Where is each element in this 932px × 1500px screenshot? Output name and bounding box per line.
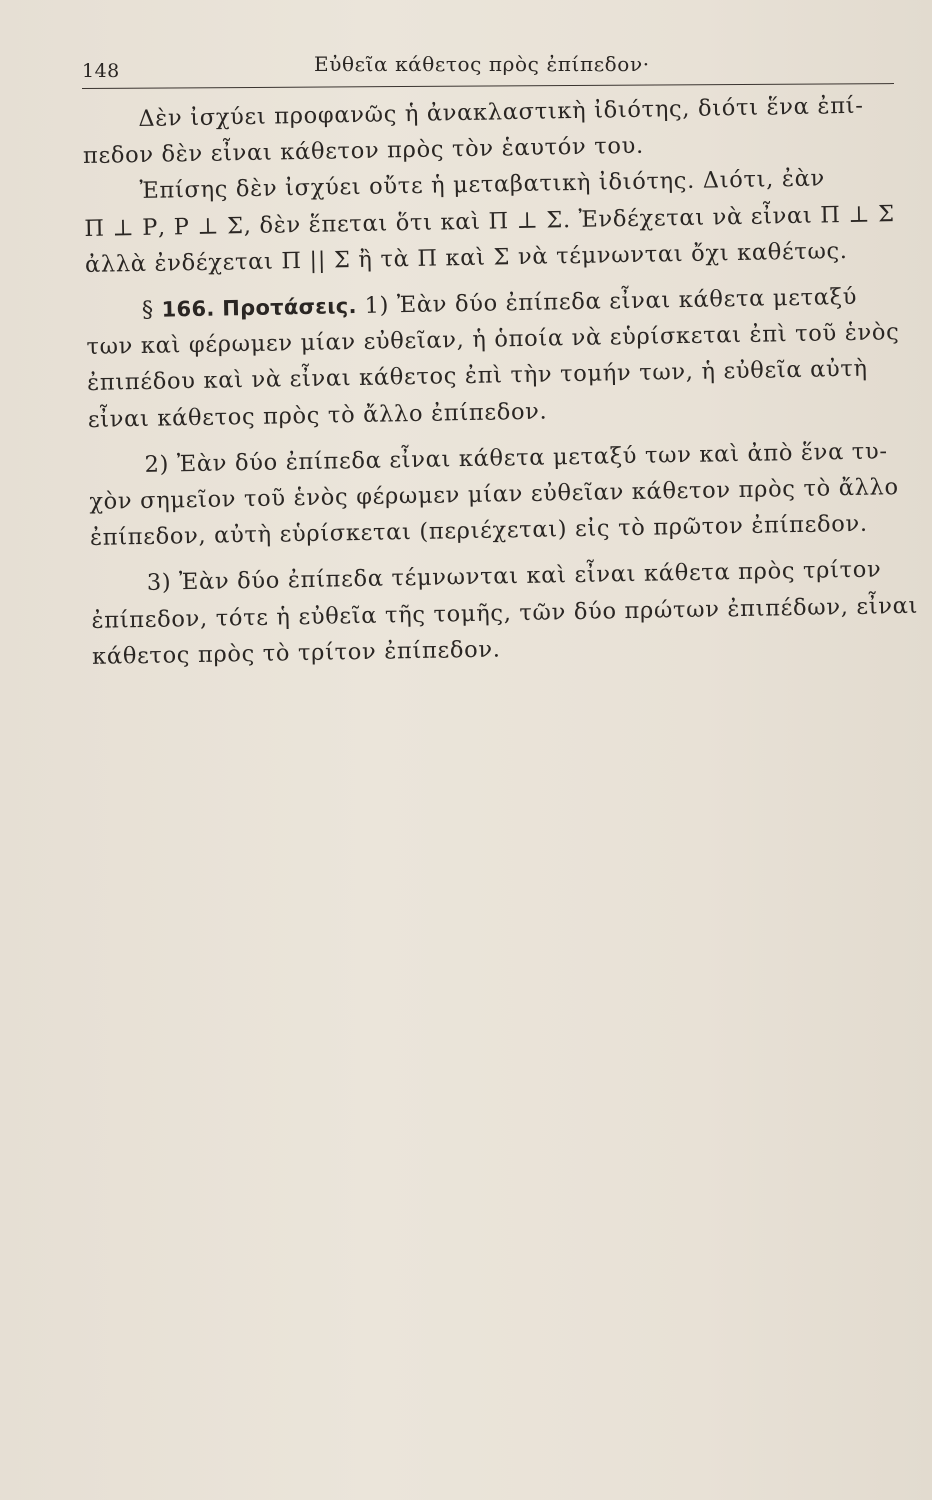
text-line: Δὲν ἰσχύει προφανῶς ἡ ἀνακλαστικὴ ἰδιότης, διότι ἕνα ἐπί- [138, 92, 864, 132]
text-line: Ἐπίσης δὲν ἰσχύει οὔτε ἡ μεταβατικὴ ἰδιότης. Διότι, ἐὰν [139, 165, 826, 205]
page-header [82, 48, 892, 88]
text-line: Π ⊥ Ρ, Ρ ⊥ Σ, δὲν ἕπεται ὅτι καὶ Π ⊥ Σ. Ἐνδέχεται νὰ εἶναι Π ⊥ Σ [84, 200, 895, 242]
section-mark: § [141, 296, 155, 323]
section-heading: 166. Προτάσεις. [161, 294, 357, 322]
text-line: ἐπίπεδον, τότε ἡ εὐθεῖα τῆς τομῆς, τῶν δύο πρώτων ἐπιπέδων, εἶναι [91, 592, 919, 634]
body-text [82, 87, 919, 675]
text-line: 1) Ἐὰν δύο ἐπίπεδα εἶναι κάθετα μεταξύ [364, 283, 858, 319]
text-line: εἶναι κάθετος πρὸς τὸ ἄλλο ἐπίπεδον. [87, 398, 548, 433]
proposition-3-line: 3) Ἐὰν δύο ἐπίπεδα τέμνωνται καὶ εἶναι κάθετα πρὸς τρίτον [146, 556, 882, 597]
text-line: ἐπίπεδον, αὐτὴ εὑρίσκεται (περιέχεται) εἰς τὸ πρῶτον ἐπίπεδον. [89, 510, 868, 552]
page-number: 148 [82, 60, 120, 82]
text-line: ἐπιπέδου καὶ νὰ εἶναι κάθετος ἐπὶ τὴν τομήν των, ἡ εὐθεῖα αὐτὴ [86, 356, 868, 397]
proposition-2-line: 2) Ἐὰν δύο ἐπίπεδα εἶναι κάθετα μεταξύ των καὶ ἀπὸ ἕνα τυ- [144, 438, 888, 478]
text-line: των καὶ φέρωμεν μίαν εὐθεῖαν, ἡ ὁποία νὰ εὑρίσκεται ἐπὶ τοῦ ἑνὸς [86, 319, 900, 361]
text-line: πεδον δὲν εἶναι κάθετον πρὸς τὸν ἑαυτόν του. [82, 132, 645, 170]
text-line: χὸν σημεῖον τοῦ ἑνὸς φέρωμεν μίαν εὐθεῖαν κάθετον πρὸς τὸ ἄλλο [89, 474, 899, 515]
running-title: Εὐθεῖα κάθετος πρὸς ἐπίπεδον· [314, 52, 650, 76]
text-line: κάθετος πρὸς τὸ τρίτον ἐπίπεδον. [91, 636, 501, 670]
text-line: ἀλλὰ ἐνδέχεται Π || Σ ἢ τὰ Π καὶ Σ νὰ τέμνωνται ὄχι καθέτως. [84, 237, 848, 278]
